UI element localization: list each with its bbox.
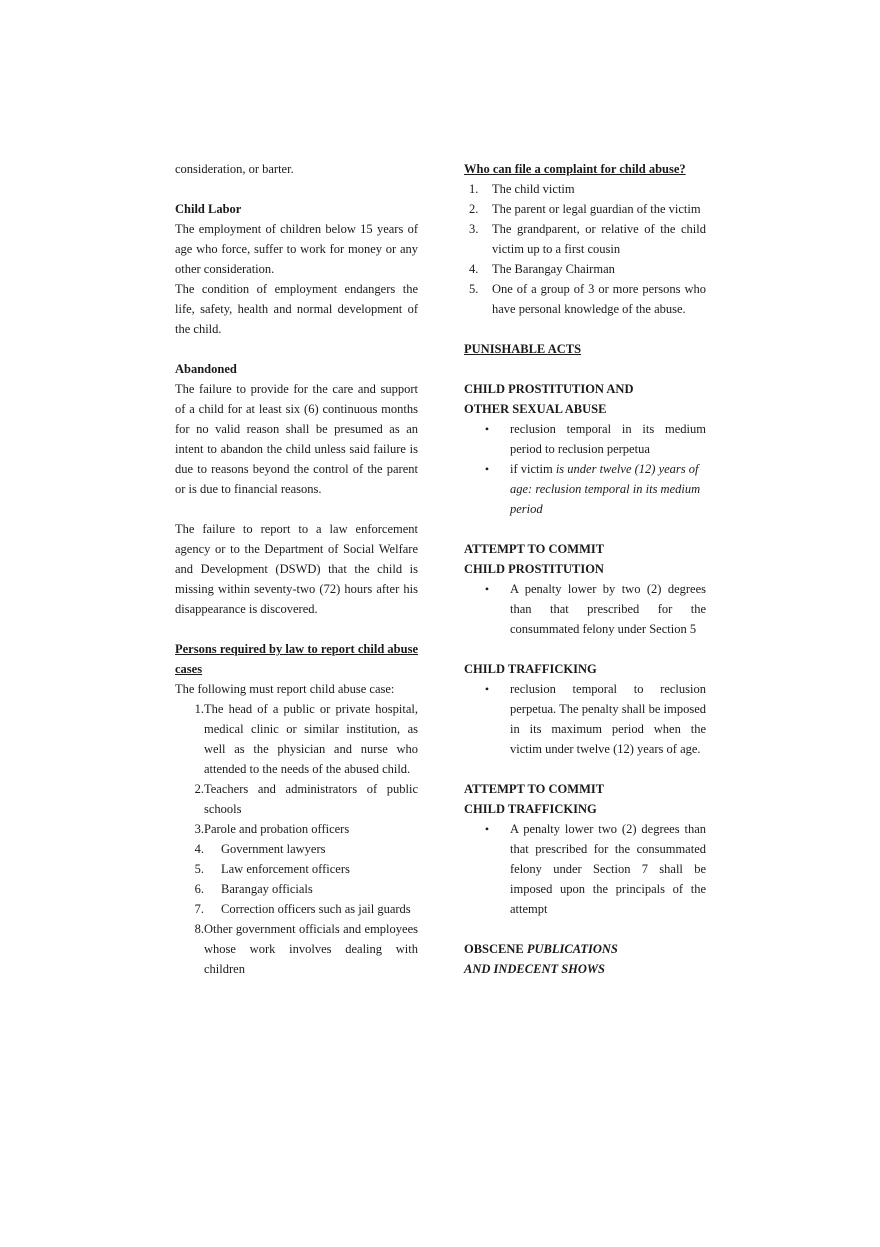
- obscene-heading-line-2: AND INDECENT SHOWS: [464, 962, 606, 976]
- left-column: [175, 159, 418, 979]
- attempt-prostitution-bullets: [464, 579, 706, 639]
- child-labor-heading: Child Labor: [175, 202, 242, 216]
- right-column: [464, 159, 706, 979]
- list-number: 4.: [194, 842, 204, 856]
- bullet-item: [464, 819, 706, 919]
- attempt-trafficking-heading-line-2: CHILD TRAFFICKING: [464, 802, 597, 816]
- bullet-item: [464, 579, 706, 639]
- bullet-item: [464, 679, 706, 759]
- bullet-text: A penalty lower two (2) degrees than that prescribed for the consummated felony under Section 7 shall be imposed upon the principals of the attempt: [510, 822, 706, 916]
- attempt-prostitution-heading-line-1: ATTEMPT TO COMMIT: [464, 542, 605, 556]
- abandoned-heading: Abandoned: [175, 362, 237, 376]
- list-item: [464, 179, 706, 199]
- list-item: [175, 699, 418, 779]
- persons-required-heading: Persons required by law to report child abuse cases: [175, 642, 418, 676]
- obscene-heading-italic: PUBLICATIONS: [526, 942, 618, 956]
- list-item: [464, 199, 706, 219]
- list-text: The head of a public or private hospital, medical clinic or similar institution, as well as the physician and nurse who attended to the needs of the abused child.: [204, 702, 418, 776]
- who-can-file-heading: Who can file a complaint for child abuse?: [464, 162, 686, 176]
- list-number: 1.: [469, 182, 479, 196]
- bullet-icon: •: [484, 582, 490, 596]
- list-number: 6.: [194, 882, 204, 896]
- list-item: [175, 839, 418, 859]
- list-number: 2.: [194, 782, 204, 796]
- list-text: The parent or legal guardian of the victim: [492, 202, 701, 216]
- list-text: The child victim: [492, 182, 575, 196]
- bullet-icon: •: [484, 422, 490, 436]
- list-item: [464, 219, 706, 259]
- list-text: Law enforcement officers: [221, 862, 350, 876]
- list-text: Government lawyers: [221, 842, 326, 856]
- bullet-icon: •: [484, 822, 490, 836]
- list-number: 3.: [194, 822, 204, 836]
- list-text: Teachers and administrators of public schools: [204, 782, 418, 816]
- list-item: [464, 279, 706, 319]
- list-number: 4.: [469, 262, 479, 276]
- list-number: 7.: [194, 902, 204, 916]
- list-item: [175, 879, 418, 899]
- attempt-prostitution-heading-line-2: CHILD PROSTITUTION: [464, 562, 604, 576]
- list-item: [175, 899, 418, 919]
- attempt-trafficking-bullets: [464, 819, 706, 919]
- list-item: [464, 259, 706, 279]
- bullet-item: [464, 459, 706, 519]
- who-can-file-list: [464, 179, 706, 319]
- prostitution-heading-line-1: CHILD PROSTITUTION AND: [464, 382, 634, 396]
- bullet-text: reclusion temporal to reclusion perpetua. The penalty shall be imposed in its maximum period when the victim under twelve (12) years of age.: [510, 682, 706, 756]
- intro-tail: consideration, or barter.: [175, 162, 294, 176]
- child-labor-paragraph-1: The employment of children below 15 years of age who force, suffer to work for money or any other consideration.: [175, 222, 418, 276]
- list-number: 2.: [469, 202, 479, 216]
- trafficking-heading: CHILD TRAFFICKING: [464, 662, 597, 676]
- bullet-icon: •: [484, 682, 490, 696]
- list-text: Other government officials and employees whose work involves dealing with children: [204, 922, 418, 976]
- prostitution-bullets: [464, 419, 706, 519]
- list-text: Correction officers such as jail guards: [221, 902, 411, 916]
- persons-required-list: [175, 699, 418, 979]
- list-number: 5.: [469, 282, 479, 296]
- list-item: [175, 859, 418, 879]
- obscene-heading-plain: OBSCENE: [464, 942, 527, 956]
- list-number: 5.: [194, 862, 204, 876]
- abandoned-paragraph-2: The failure to report to a law enforcement agency or to the Department of Social Welfare and Development (DSWD) that the child is missing within seventy-two (72) hours after his disappearance is discovered.: [175, 522, 418, 616]
- list-text: Barangay officials: [221, 882, 313, 896]
- attempt-trafficking-heading-line-1: ATTEMPT TO COMMIT: [464, 782, 605, 796]
- list-text: The grandparent, or relative of the child victim up to a first cousin: [492, 222, 706, 256]
- punishable-acts-heading: PUNISHABLE ACTS: [464, 342, 582, 356]
- bullet-item: [464, 419, 706, 459]
- abandoned-paragraph-1: The failure to provide for the care and support of a child for at least six (6) continuous months for no valid reason shall be presumed as an intent to abandon the child unless said failure is due to reasons beyond the control of the parent or is due to financial reasons.: [175, 382, 418, 496]
- bullet-text: reclusion temporal in its medium period to reclusion perpetua: [510, 422, 706, 456]
- list-number: 3.: [469, 222, 479, 236]
- child-labor-paragraph-2: The condition of employment endangers the life, safety, health and normal development of the child.: [175, 282, 418, 336]
- persons-required-intro: The following must report child abuse case:: [175, 682, 395, 696]
- bullet-text-italic: is under twelve (12) years of age: reclusion temporal in its medium period: [510, 462, 701, 516]
- bullet-text-plain: if victim: [510, 462, 556, 476]
- bullet-icon: •: [484, 462, 490, 476]
- prostitution-heading-line-2: OTHER SEXUAL ABUSE: [464, 402, 607, 416]
- list-text: The Barangay Chairman: [492, 262, 615, 276]
- list-item: [175, 919, 418, 979]
- list-number: 8.: [194, 922, 204, 936]
- list-text: One of a group of 3 or more persons who have personal knowledge of the abuse.: [492, 282, 706, 316]
- list-item: [175, 819, 418, 839]
- list-number: 1.: [194, 702, 204, 716]
- list-text: Parole and probation officers: [204, 822, 350, 836]
- list-item: [175, 779, 418, 819]
- bullet-text: A penalty lower by two (2) degrees than that prescribed for the consummated felony under Section 5: [510, 582, 706, 636]
- obscene-heading-line-1: [464, 939, 706, 959]
- trafficking-bullets: [464, 679, 706, 759]
- bullet-text: [510, 459, 706, 519]
